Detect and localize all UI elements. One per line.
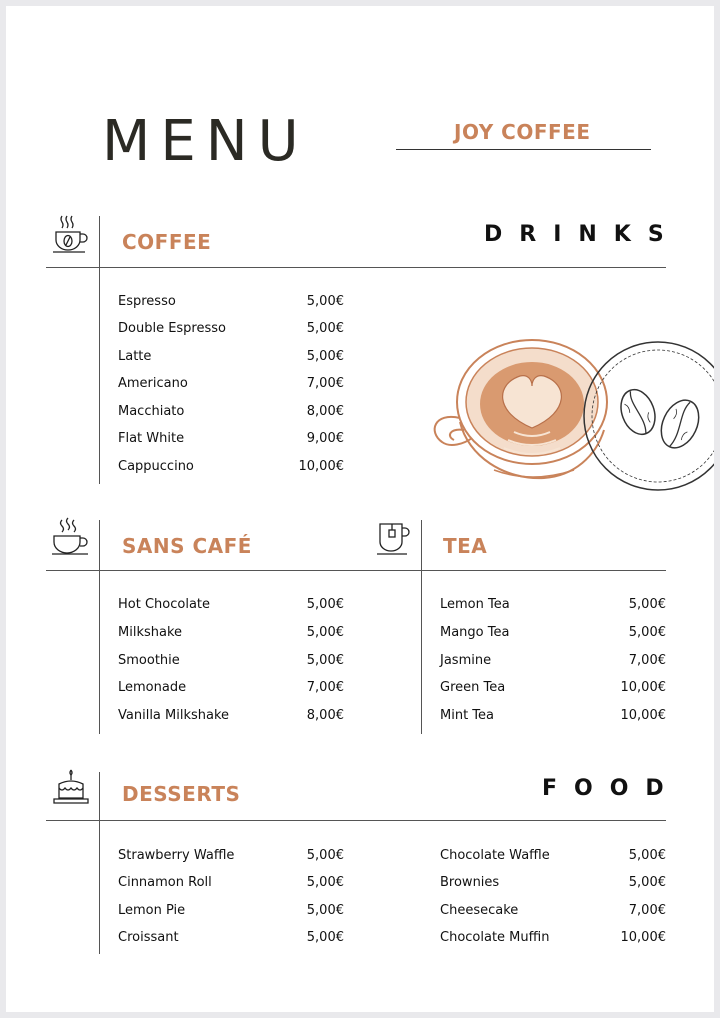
list-item [118, 346, 344, 366]
item-price: 5,00€ [306, 902, 344, 918]
list-item [118, 900, 344, 920]
item-name: Cinnamon Roll [118, 874, 212, 890]
list-item [118, 428, 344, 448]
item-name: Smoothie [118, 652, 180, 668]
list-item [118, 927, 344, 947]
coffee-beans-illustration [582, 336, 714, 496]
item-name: Green Tea [440, 679, 506, 695]
item-name: Americano [118, 375, 188, 391]
item-price: 7,00€ [628, 652, 666, 668]
item-name: Lemon Tea [440, 596, 510, 612]
tea-section-title: TEA [443, 534, 488, 558]
item-name: Jasmine [440, 652, 492, 668]
item-price: 5,00€ [306, 293, 344, 309]
list-item [440, 927, 666, 947]
item-price: 5,00€ [306, 320, 344, 336]
item-name: Mango Tea [440, 624, 510, 640]
item-price: 5,00€ [628, 596, 666, 612]
list-item [118, 594, 344, 614]
desserts-section-title: DESSERTS [122, 782, 241, 806]
item-name: Chocolate Waffle [440, 847, 550, 863]
food-label: FOOD [542, 776, 681, 801]
list-item [118, 456, 344, 476]
item-price: 8,00€ [306, 707, 344, 723]
tea-cup-icon [376, 520, 410, 558]
item-name: Lemonade [118, 679, 187, 695]
item-price: 10,00€ [620, 929, 666, 945]
brand-name: JOY COFFEE [454, 120, 591, 144]
drinks-label: DRINKS [484, 222, 681, 247]
list-item [118, 872, 344, 892]
item-name: Double Espresso [118, 320, 226, 336]
item-name: Cheesecake [440, 902, 519, 918]
brand-underline [396, 149, 651, 150]
list-item [440, 677, 666, 697]
menu-title: MENU [102, 109, 309, 174]
list-item [118, 650, 344, 670]
item-price: 5,00€ [306, 847, 344, 863]
list-item [440, 900, 666, 920]
item-price: 5,00€ [628, 874, 666, 890]
item-name: Cappuccino [118, 458, 194, 474]
list-item [440, 650, 666, 670]
list-item [440, 872, 666, 892]
list-item [440, 845, 666, 865]
item-price: 5,00€ [306, 874, 344, 890]
item-price: 7,00€ [306, 375, 344, 391]
tea-vertical-rule [421, 520, 422, 734]
item-price: 10,00€ [620, 707, 666, 723]
coffee-divider [46, 267, 666, 268]
item-price: 8,00€ [306, 403, 344, 419]
item-price: 5,00€ [306, 348, 344, 364]
list-item [118, 705, 344, 725]
item-name: Lemon Pie [118, 902, 186, 918]
item-name: Flat White [118, 430, 185, 446]
menu-page [6, 6, 714, 1012]
item-price: 9,00€ [306, 430, 344, 446]
list-item [118, 677, 344, 697]
item-price: 5,00€ [306, 596, 344, 612]
item-name: Vanilla Milkshake [118, 707, 230, 723]
list-item [440, 705, 666, 725]
item-name: Macchiato [118, 403, 185, 419]
list-item [440, 622, 666, 642]
item-name: Mint Tea [440, 707, 494, 723]
sans-cafe-section-title: SANS CAFÉ [122, 534, 252, 558]
item-price: 5,00€ [306, 929, 344, 945]
item-name: Hot Chocolate [118, 596, 211, 612]
item-price: 5,00€ [628, 847, 666, 863]
cake-icon [52, 768, 90, 808]
item-price: 10,00€ [298, 458, 344, 474]
coffee-cup-icon [52, 212, 90, 256]
item-name: Milkshake [118, 624, 183, 640]
drinks-divider [46, 570, 666, 571]
item-price: 7,00€ [628, 902, 666, 918]
list-item [118, 291, 344, 311]
hot-cup-icon [50, 516, 92, 558]
list-item [118, 373, 344, 393]
item-name: Croissant [118, 929, 179, 945]
list-item [118, 401, 344, 421]
list-item [118, 845, 344, 865]
item-price: 7,00€ [306, 679, 344, 695]
item-name: Brownies [440, 874, 500, 890]
coffee-section-title: COFFEE [122, 230, 212, 254]
item-name: Chocolate Muffin [440, 929, 550, 945]
sans-cafe-vertical-rule [99, 520, 100, 734]
food-divider [46, 820, 666, 821]
coffee-vertical-rule [99, 216, 100, 484]
list-item [440, 594, 666, 614]
item-price: 5,00€ [306, 624, 344, 640]
item-name: Strawberry Waffle [118, 847, 235, 863]
list-item [118, 622, 344, 642]
item-price: 10,00€ [620, 679, 666, 695]
desserts-vertical-rule [99, 772, 100, 954]
item-price: 5,00€ [306, 652, 344, 668]
item-price: 5,00€ [628, 624, 666, 640]
list-item [118, 318, 344, 338]
item-name: Espresso [118, 293, 176, 309]
item-name: Latte [118, 348, 152, 364]
